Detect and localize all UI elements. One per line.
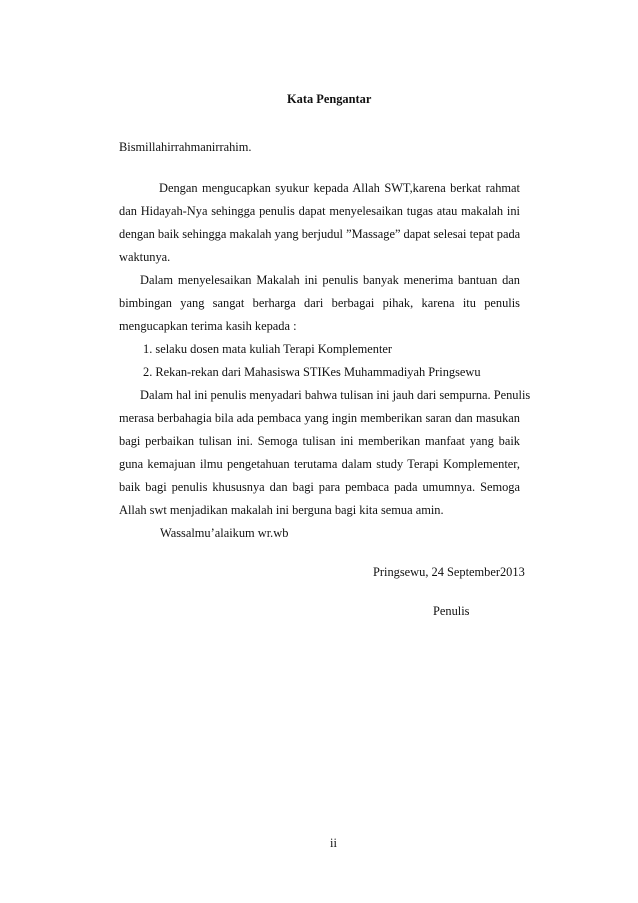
paragraph-1-line-3: dengan baik sehingga makalah yang berjudul ”Massage” dapat selesai tepat pada bbox=[119, 227, 521, 241]
paragraph-3-line-1: Dalam hal ini penulis menyadari bahwa tulisan ini jauh dari sempurna. Penulis bbox=[140, 388, 531, 402]
paragraph-2-line-1: Dalam menyelesaikan Makalah ini penulis banyak menerima bantuan dan bbox=[140, 273, 520, 287]
paragraph-2-line-3: mengucapkan terima kasih kepada : bbox=[119, 319, 297, 333]
paragraph-1-line-1: Dengan mengucapkan syukur kepada Allah SWT,karena berkat rahmat bbox=[159, 181, 520, 195]
opening-line: Bismillahirrahmanirrahim. bbox=[119, 140, 252, 154]
page-title: Kata Pengantar bbox=[287, 92, 372, 106]
page-number: ii bbox=[330, 836, 337, 850]
place-date: Pringsewu, 24 September2013 bbox=[373, 565, 525, 579]
paragraph-2-line-2: bimbingan yang sangat berharga dari berbagai pihak, karena itu penulis bbox=[119, 296, 520, 310]
closing-greeting: Wassalmu’alaikum wr.wb bbox=[160, 526, 289, 540]
paragraph-3-line-2: merasa berbahagia bila ada pembaca yang ingin memberikan saran dan masukan bbox=[119, 411, 520, 425]
paragraph-3-line-5: baik bagi penulis khususnya dan bagi para pembaca pada umumnya. Semoga bbox=[119, 480, 520, 494]
paragraph-1-line-2: dan Hidayah-Nya sehingga penulis dapat menyelesaikan tugas atau makalah ini bbox=[119, 204, 520, 218]
paragraph-3-line-4: guna kemajuan ilmu pengetahuan terutama dalam study Terapi Komplementer, bbox=[119, 457, 520, 471]
signature-label: Penulis bbox=[433, 604, 470, 618]
list-item-2: 2. Rekan-rekan dari Mahasiswa STIKes Muhammadiyah Pringsewu bbox=[143, 365, 481, 379]
paragraph-3-line-3: bagi perbaikan tulisan ini. Semoga tulisan ini memberikan manfaat yang baik bbox=[119, 434, 520, 448]
paragraph-1-line-4: waktunya. bbox=[119, 250, 171, 264]
paragraph-3-line-6: Allah swt menjadikan makalah ini berguna bagi kita semua amin. bbox=[119, 503, 444, 517]
list-item-1: 1. selaku dosen mata kuliah Terapi Komplementer bbox=[143, 342, 393, 356]
